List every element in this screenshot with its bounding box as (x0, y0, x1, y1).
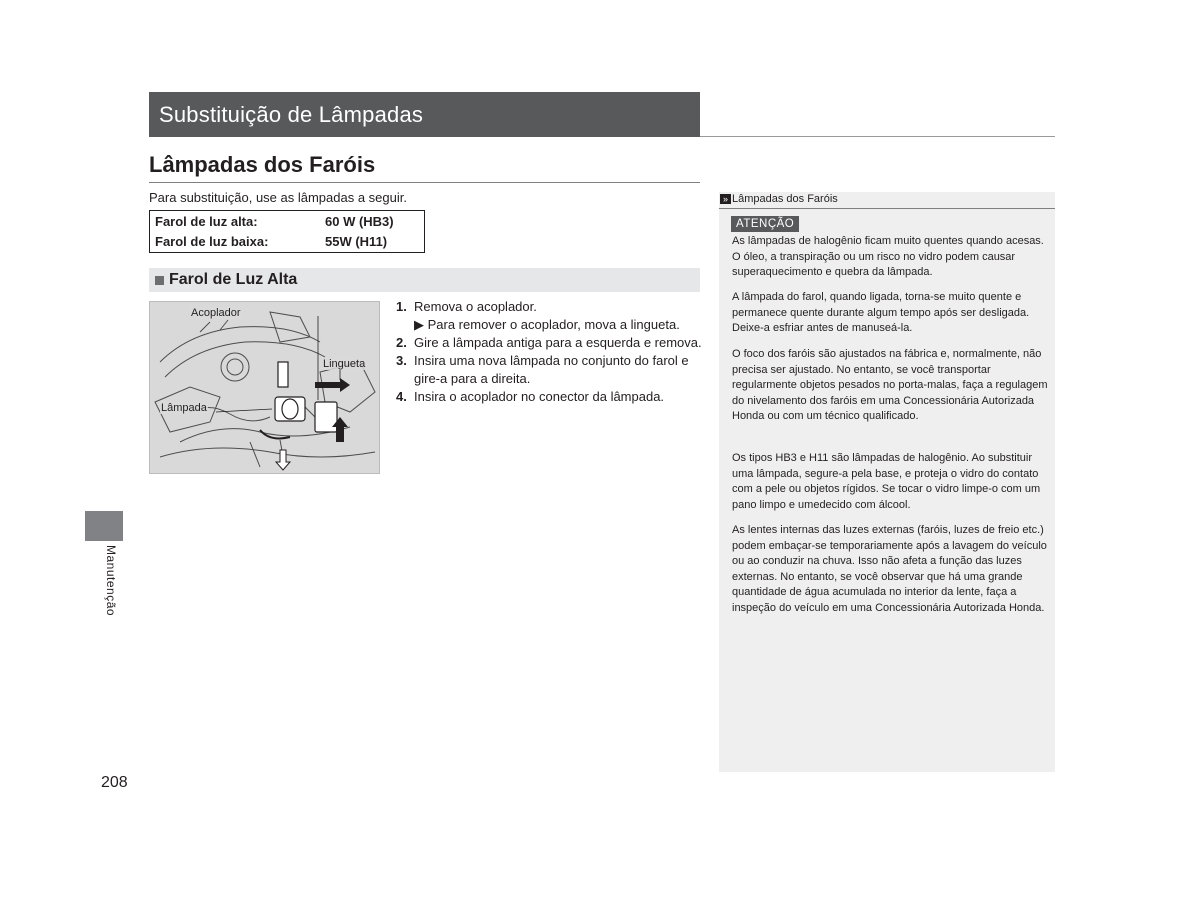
step-number: 2. (396, 335, 407, 350)
page-title: Lâmpadas dos Faróis (149, 152, 376, 177)
section-header (149, 92, 700, 137)
sidebar-paragraph: As lâmpadas de halogênio ficam muito quentes quando acesas. O óleo, a transpiração ou um risco no vidro podem causar superaquecimento e quebra da lâmpada. (732, 235, 1044, 279)
step-text: Remova o acoplador. (414, 299, 537, 314)
coupler-label: Acoplador (191, 307, 241, 319)
tab-label: Lingueta (323, 358, 366, 370)
subsection-title: Farol de Luz Alta (169, 271, 298, 288)
step-text: gire-a para a direita. (414, 371, 531, 386)
subsection-header (149, 268, 700, 292)
intro-text: Para substituição, use as lâmpadas a seguir. (149, 190, 407, 205)
sidebar-paragraph: Os tipos HB3 e H11 são lâmpadas de halogênio. Ao substituir uma lâmpada, segure-a pela base, e proteja o vidro do contato com a pele ou objetos rígidos. Se tocar o vidro limpe-o com um pano limpo e umedecido com álcool. (732, 452, 1041, 511)
step-text: Insira o acoplador no conector da lâmpada. (414, 389, 665, 404)
sidebar-paragraph: A lâmpada do farol, quando ligada, torna-se muito quente e permanece quente durante algum tempo após ser desligada. Deixe-a esfriar antes de manuseá-la. (732, 291, 1030, 335)
sidebar-paragraph: As lentes internas das luzes externas (faróis, luzes de freio etc.) podem embaçar-se temporariamente após a lavagem do veículo ou ao conduzir na chuva. Isso não afeta a função das luzes externas. No entanto, se você observar que há uma grande quantidade de água acumulada no interior da lente, faça a inspeção do veículo em uma Concessionária Autorizada Honda. (732, 524, 1047, 614)
step-number: 3. (396, 353, 407, 368)
reference-icon: » (720, 194, 731, 204)
section-divider (700, 136, 1055, 137)
row-value: 55W (H11) (325, 234, 388, 249)
step-number: 1. (396, 299, 407, 314)
title-divider (149, 182, 700, 183)
headlight-illustration (149, 301, 380, 474)
bulb-label: Lâmpada (161, 402, 207, 414)
caution-badge: ATENÇÃO (731, 216, 799, 232)
step-note-text: ▶ Para remover o acoplador, mova a lingueta. (414, 317, 680, 332)
square-bullet-icon (155, 276, 164, 285)
step-number: 4. (396, 389, 407, 404)
step-text: Gire a lâmpada antiga para a esquerda e remova. (414, 335, 702, 350)
row-label: Farol de luz baixa: (155, 234, 269, 249)
sidebar-paragraph: O foco dos faróis são ajustados na fábrica e, normalmente, não precisa ser ajustado. No entanto, se você transportar regularmente objetos pesados no porta-malas, faça a regulagem do nivelamento dos faróis em uma Concessionária Autorizada Honda ou com um técnico qualificado. (732, 348, 1048, 423)
sidebar-notes (719, 192, 1055, 772)
chapter-tab-marker (85, 511, 123, 541)
row-label: Farol de luz alta: (155, 214, 258, 229)
sidebar-header-text: Lâmpadas dos Faróis (732, 193, 838, 205)
chapter-tab-label: Manutenção (104, 545, 118, 617)
page-number: 208 (101, 774, 128, 791)
engine-bay-drawing (150, 302, 379, 473)
section-title: Substituição de Lâmpadas (159, 102, 424, 127)
sidebar-header (719, 192, 1055, 209)
row-value: 60 W (HB3) (325, 214, 394, 229)
step-text: Insira uma nova lâmpada no conjunto do farol e (414, 353, 689, 368)
bulb-spec-table (149, 210, 425, 253)
